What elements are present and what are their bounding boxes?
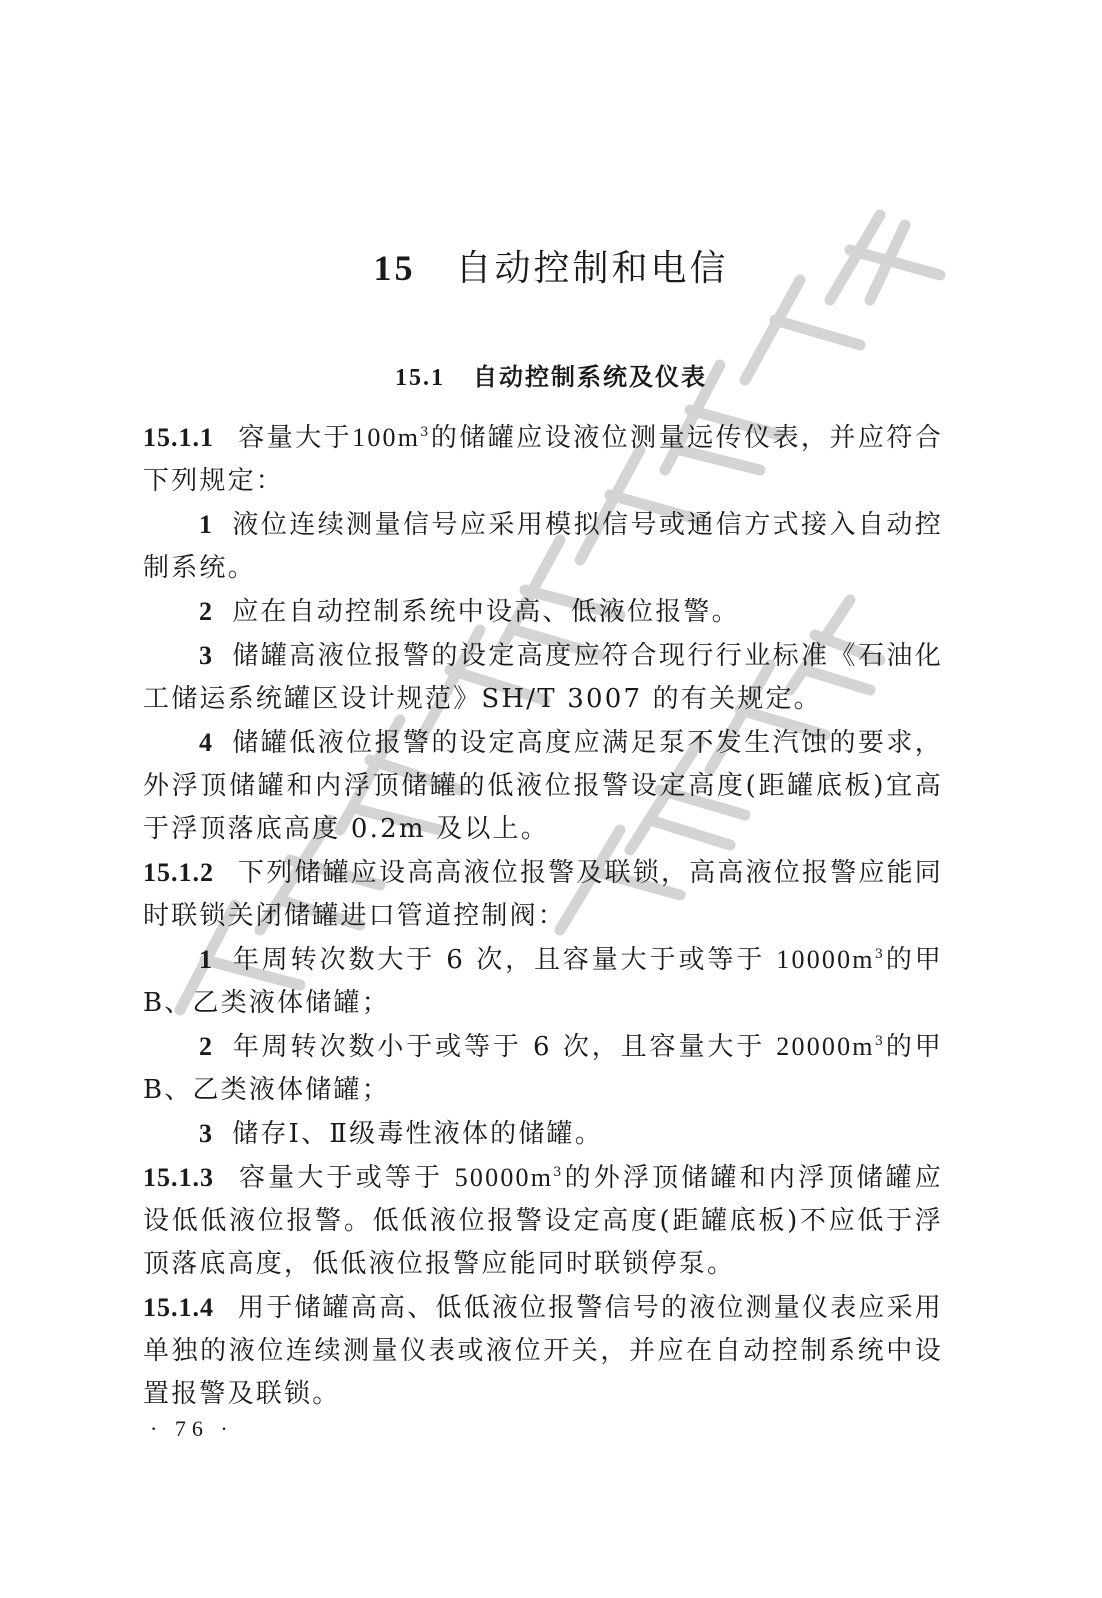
item-text: 储存Ⅰ、Ⅱ级毒性液体的储罐。 bbox=[232, 1119, 603, 1149]
clause-number: 15.1.1 bbox=[143, 423, 214, 452]
list-item bbox=[143, 938, 943, 1025]
item-text: 年周转次数小于或等于 6 次，且容量大于 bbox=[232, 1032, 766, 1062]
clause-text: 容量大于或等于 bbox=[238, 1163, 444, 1193]
clause-text: 的储罐应设液位测量远传仪表，并应符合下列规定： bbox=[143, 423, 943, 496]
item-text: 的甲B、乙类液体储罐； bbox=[143, 945, 944, 1018]
chapter-name: 自动控制和电信 bbox=[455, 248, 729, 289]
clause-15-1-1 bbox=[143, 416, 943, 503]
item-number: 1 bbox=[199, 510, 215, 539]
item-number: 3 bbox=[199, 1119, 215, 1148]
unit-value: 10000m bbox=[776, 945, 875, 974]
item-text: 的甲B、乙类液体储罐； bbox=[143, 1032, 944, 1105]
list-item bbox=[143, 503, 943, 590]
item-number: 4 bbox=[199, 728, 215, 757]
list-item bbox=[143, 1025, 943, 1112]
chapter-title bbox=[0, 240, 1102, 291]
page-number: · 76 · bbox=[150, 1416, 234, 1441]
list-item bbox=[143, 1112, 943, 1156]
item-number: 1 bbox=[199, 945, 215, 974]
clause-text: 用于储罐高高、低低液位报警信号的液位测量仪表应采用单独的液位连续测量仪表或液位开关，并应在自动控制系统中设置报警及联锁。 bbox=[143, 1293, 944, 1409]
item-text: 应在自动控制系统中设高、低液位报警。 bbox=[232, 597, 740, 627]
clause-number: 15.1.2 bbox=[143, 858, 214, 887]
clause-text: 容量大于 bbox=[238, 423, 353, 453]
section-title bbox=[0, 357, 1102, 392]
clause-15-1-2 bbox=[143, 851, 943, 938]
item-number: 3 bbox=[199, 641, 215, 670]
clause-number: 15.1.4 bbox=[143, 1293, 214, 1322]
item-text: 液位连续测量信号应采用模拟信号或通信方式接入自动控制系统。 bbox=[143, 510, 943, 583]
clause-text: 的外浮顶储罐和内浮顶储罐应设低低液位报警。低低液位报警设定高度(距罐底板)不应低于浮顶落底高度，低低液位报警应能同时联锁停泵。 bbox=[143, 1163, 944, 1279]
item-number: 2 bbox=[199, 1032, 215, 1061]
list-item bbox=[143, 590, 943, 634]
clause-number: 15.1.3 bbox=[143, 1163, 214, 1192]
item-text: 储罐高液位报警的设定高度应符合现行行业标准《石油化工储运系统罐区设计规范》SH/T 3007 的有关规定。 bbox=[143, 641, 943, 714]
section-name: 自动控制系统及仪表 bbox=[473, 362, 707, 391]
superscript: 3 bbox=[874, 1034, 886, 1049]
unit-value: 50000m bbox=[454, 1163, 554, 1192]
unit-value: 20000m bbox=[776, 1032, 875, 1061]
item-text: 年周转次数大于 6 次，且容量大于或等于 bbox=[232, 945, 766, 975]
clause-15-1-3 bbox=[143, 1156, 943, 1286]
chapter-number: 15 bbox=[373, 248, 416, 288]
list-item bbox=[143, 634, 943, 721]
list-item bbox=[143, 721, 943, 851]
unit-value: 100m bbox=[352, 423, 421, 452]
document-body bbox=[143, 416, 943, 1416]
superscript: 3 bbox=[874, 947, 886, 962]
clause-text: 下列储罐应设高高液位报警及联锁，高高液位报警应能同时联锁关闭储罐进口管道控制阀： bbox=[143, 858, 944, 931]
superscript: 3 bbox=[553, 1165, 564, 1180]
clause-15-1-4 bbox=[143, 1286, 943, 1416]
item-number: 2 bbox=[199, 597, 215, 626]
section-number: 15.1 bbox=[395, 365, 445, 391]
item-text: 储罐低液位报警的设定高度应满足泵不发生汽蚀的要求，外浮顶储罐和内浮顶储罐的低液位报警设定高度(距罐底板)宜高于浮顶落底高度 0.2m 及以上。 bbox=[143, 728, 943, 844]
superscript: 3 bbox=[420, 425, 431, 440]
